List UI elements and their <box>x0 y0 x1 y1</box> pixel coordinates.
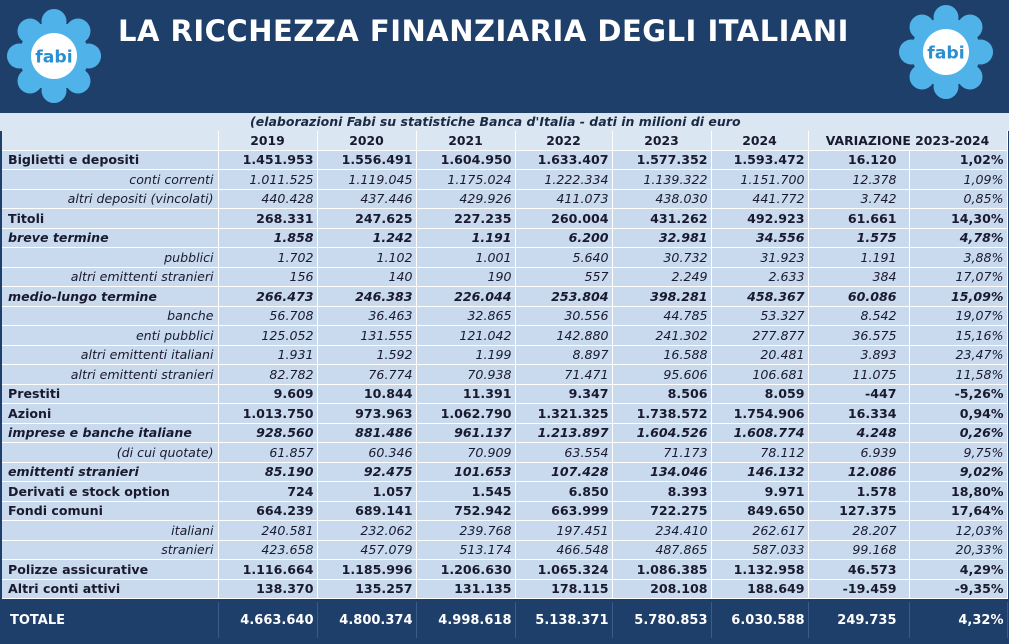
variation-pct-cell: 1,02% <box>909 150 1007 170</box>
total-cell: 4,32% <box>909 602 1007 638</box>
value-cell: 1.065.324 <box>515 560 612 580</box>
value-cell: 178.115 <box>515 579 612 599</box>
variation-pct-cell: 17,64% <box>909 501 1007 521</box>
value-cell: 121.042 <box>416 326 515 346</box>
value-cell: 1.191 <box>416 228 515 248</box>
variation-abs-cell: 3.742 <box>808 189 909 209</box>
value-cell: 125.052 <box>218 326 317 346</box>
value-cell: 253.804 <box>515 287 612 307</box>
value-cell: 587.033 <box>711 540 808 560</box>
variation-abs-cell: 4.248 <box>808 423 909 443</box>
value-cell: 101.653 <box>416 462 515 482</box>
value-cell: 429.926 <box>416 189 515 209</box>
value-cell: 1.321.325 <box>515 404 612 424</box>
variation-abs-cell: 99.168 <box>808 540 909 560</box>
value-cell: 1.222.334 <box>515 170 612 190</box>
value-cell: 95.606 <box>612 365 711 385</box>
value-cell: 557 <box>515 267 612 287</box>
value-cell: 398.281 <box>612 287 711 307</box>
variation-abs-cell: 16.334 <box>808 404 909 424</box>
total-cell: 6.030.588 <box>711 602 808 638</box>
variation-abs-cell: 12.086 <box>808 462 909 482</box>
table-row <box>2 228 1007 248</box>
fabi-logo-icon <box>898 4 994 100</box>
table-row <box>2 267 1007 287</box>
row-label: Polizze assicurative <box>2 560 218 580</box>
total-cell: 5.138.371 <box>515 602 612 638</box>
table-row <box>2 170 1007 190</box>
variation-pct-cell: 1,09% <box>909 170 1007 190</box>
value-cell: 928.560 <box>218 423 317 443</box>
row-label: Azioni <box>2 404 218 424</box>
header-cell-2019: 2019 <box>218 131 317 150</box>
variation-abs-cell: 384 <box>808 267 909 287</box>
header-banner <box>0 0 1009 112</box>
variation-pct-cell: 0,85% <box>909 189 1007 209</box>
value-cell: 246.383 <box>317 287 416 307</box>
row-label: altri emittenti italiani <box>2 345 218 365</box>
variation-pct-cell: 19,07% <box>909 306 1007 326</box>
value-cell: 241.302 <box>612 326 711 346</box>
value-cell: 440.428 <box>218 189 317 209</box>
table-row <box>2 345 1007 365</box>
value-cell: 266.473 <box>218 287 317 307</box>
value-cell: 1.151.700 <box>711 170 808 190</box>
row-label: Derivati e stock option <box>2 482 218 502</box>
variation-abs-cell: 61.661 <box>808 209 909 229</box>
value-cell: 961.137 <box>416 423 515 443</box>
value-cell: 411.073 <box>515 189 612 209</box>
table-row <box>2 521 1007 541</box>
value-cell: 1.086.385 <box>612 560 711 580</box>
svg-text:fabi: fabi <box>927 43 965 64</box>
value-cell: 1.057 <box>317 482 416 502</box>
value-cell: 134.046 <box>612 462 711 482</box>
value-cell: 53.327 <box>711 306 808 326</box>
variation-pct-cell: 18,80% <box>909 482 1007 502</box>
total-label: TOTALE <box>2 602 218 638</box>
table-row <box>2 404 1007 424</box>
value-cell: 20.481 <box>711 345 808 365</box>
variation-pct-cell: 4,78% <box>909 228 1007 248</box>
variation-pct-cell: 12,03% <box>909 521 1007 541</box>
value-cell: 31.923 <box>711 248 808 268</box>
variation-pct-cell: 11,58% <box>909 365 1007 385</box>
value-cell: 44.785 <box>612 306 711 326</box>
table-row <box>2 365 1007 385</box>
variation-abs-cell: 36.575 <box>808 326 909 346</box>
value-cell: 1.185.996 <box>317 560 416 580</box>
value-cell: 466.548 <box>515 540 612 560</box>
value-cell: 8.059 <box>711 384 808 404</box>
variation-pct-cell: 20,33% <box>909 540 1007 560</box>
value-cell: 277.877 <box>711 326 808 346</box>
value-cell: 6.200 <box>515 228 612 248</box>
value-cell: 1.545 <box>416 482 515 502</box>
value-cell: 9.971 <box>711 482 808 502</box>
value-cell: 1.931 <box>218 345 317 365</box>
svg-text:fabi: fabi <box>35 47 73 68</box>
variation-pct-cell: 9,75% <box>909 443 1007 463</box>
value-cell: 1.116.664 <box>218 560 317 580</box>
row-label: banche <box>2 306 218 326</box>
value-cell: 1.013.750 <box>218 404 317 424</box>
value-cell: 85.190 <box>218 462 317 482</box>
row-label: pubblici <box>2 248 218 268</box>
variation-abs-cell: 127.375 <box>808 501 909 521</box>
value-cell: 487.865 <box>612 540 711 560</box>
variation-abs-cell: -447 <box>808 384 909 404</box>
variation-pct-cell: 0,26% <box>909 423 1007 443</box>
table-row <box>2 579 1007 599</box>
value-cell: 142.880 <box>515 326 612 346</box>
value-cell: 138.370 <box>218 579 317 599</box>
table-row <box>2 306 1007 326</box>
value-cell: 156 <box>218 267 317 287</box>
table-row <box>2 189 1007 209</box>
value-cell: 70.938 <box>416 365 515 385</box>
value-cell: 16.588 <box>612 345 711 365</box>
value-cell: 262.617 <box>711 521 808 541</box>
header-cell-2023: 2023 <box>612 131 711 150</box>
variation-abs-cell: 11.075 <box>808 365 909 385</box>
value-cell: 190 <box>416 267 515 287</box>
value-cell: 56.708 <box>218 306 317 326</box>
wealth-table <box>2 131 1008 599</box>
value-cell: 82.782 <box>218 365 317 385</box>
value-cell: 6.850 <box>515 482 612 502</box>
row-label: enti pubblici <box>2 326 218 346</box>
value-cell: 9.609 <box>218 384 317 404</box>
header-cell-2024: 2024 <box>711 131 808 150</box>
value-cell: 752.942 <box>416 501 515 521</box>
variation-abs-cell: -19.459 <box>808 579 909 599</box>
header-cell-empty <box>2 131 218 150</box>
table-header-row <box>2 131 1007 150</box>
value-cell: 1.062.790 <box>416 404 515 424</box>
variation-abs-cell: 28.207 <box>808 521 909 541</box>
table-row <box>2 326 1007 346</box>
variation-abs-cell: 6.939 <box>808 443 909 463</box>
value-cell: 1.577.352 <box>612 150 711 170</box>
table-row <box>2 423 1007 443</box>
row-label: italiani <box>2 521 218 541</box>
variation-pct-cell: -9,35% <box>909 579 1007 599</box>
value-cell: 32.981 <box>612 228 711 248</box>
row-label: altri depositi (vincolati) <box>2 189 218 209</box>
table-row <box>2 482 1007 502</box>
variation-pct-cell: 15,09% <box>909 287 1007 307</box>
header-cell-2020: 2020 <box>317 131 416 150</box>
value-cell: 457.079 <box>317 540 416 560</box>
variation-abs-cell: 3.893 <box>808 345 909 365</box>
table-row <box>2 209 1007 229</box>
row-label: emittenti stranieri <box>2 462 218 482</box>
value-cell: 32.865 <box>416 306 515 326</box>
value-cell: 8.897 <box>515 345 612 365</box>
value-cell: 1.593.472 <box>711 150 808 170</box>
value-cell: 1.213.897 <box>515 423 612 443</box>
variation-pct-cell: 17,07% <box>909 267 1007 287</box>
table-row <box>2 501 1007 521</box>
value-cell: 260.004 <box>515 209 612 229</box>
variation-pct-cell: 4,29% <box>909 560 1007 580</box>
variation-pct-cell: 14,30% <box>909 209 1007 229</box>
value-cell: 107.428 <box>515 462 612 482</box>
value-cell: 1.858 <box>218 228 317 248</box>
value-cell: 2.633 <box>711 267 808 287</box>
value-cell: 438.030 <box>612 189 711 209</box>
variation-abs-cell: 1.578 <box>808 482 909 502</box>
value-cell: 146.132 <box>711 462 808 482</box>
value-cell: 437.446 <box>317 189 416 209</box>
total-cell: 4.998.618 <box>416 602 515 638</box>
value-cell: 188.649 <box>711 579 808 599</box>
value-cell: 8.393 <box>612 482 711 502</box>
row-label: altri emittenti stranieri <box>2 267 218 287</box>
value-cell: 849.650 <box>711 501 808 521</box>
value-cell: 2.249 <box>612 267 711 287</box>
value-cell: 1.754.906 <box>711 404 808 424</box>
value-cell: 1.633.407 <box>515 150 612 170</box>
total-bar <box>2 602 1007 638</box>
value-cell: 492.923 <box>711 209 808 229</box>
value-cell: 226.044 <box>416 287 515 307</box>
table-row <box>2 384 1007 404</box>
row-label: breve termine <box>2 228 218 248</box>
variation-pct-cell: 0,94% <box>909 404 1007 424</box>
variation-pct-cell: 9,02% <box>909 462 1007 482</box>
table-row <box>2 462 1007 482</box>
header-cell-2021: 2021 <box>416 131 515 150</box>
variation-pct-cell: 23,47% <box>909 345 1007 365</box>
row-label: Fondi comuni <box>2 501 218 521</box>
table-row <box>2 150 1007 170</box>
table-row <box>2 287 1007 307</box>
total-cell: 4.800.374 <box>317 602 416 638</box>
value-cell: 664.239 <box>218 501 317 521</box>
value-cell: 1.139.322 <box>612 170 711 190</box>
table-row <box>2 443 1007 463</box>
value-cell: 8.506 <box>612 384 711 404</box>
value-cell: 724 <box>218 482 317 502</box>
value-cell: 247.625 <box>317 209 416 229</box>
value-cell: 131.555 <box>317 326 416 346</box>
row-label: imprese e banche italiane <box>2 423 218 443</box>
variation-abs-cell: 8.542 <box>808 306 909 326</box>
value-cell: 36.463 <box>317 306 416 326</box>
value-cell: 234.410 <box>612 521 711 541</box>
value-cell: 1.206.630 <box>416 560 515 580</box>
variation-pct-cell: 3,88% <box>909 248 1007 268</box>
value-cell: 71.471 <box>515 365 612 385</box>
value-cell: 458.367 <box>711 287 808 307</box>
value-cell: 973.963 <box>317 404 416 424</box>
value-cell: 1.556.491 <box>317 150 416 170</box>
value-cell: 1.604.526 <box>612 423 711 443</box>
value-cell: 239.768 <box>416 521 515 541</box>
value-cell: 208.108 <box>612 579 711 599</box>
variation-abs-cell: 1.575 <box>808 228 909 248</box>
value-cell: 268.331 <box>218 209 317 229</box>
value-cell: 34.556 <box>711 228 808 248</box>
value-cell: 689.141 <box>317 501 416 521</box>
value-cell: 1.592 <box>317 345 416 365</box>
value-cell: 1.102 <box>317 248 416 268</box>
value-cell: 423.658 <box>218 540 317 560</box>
fabi-logo-icon <box>6 8 102 104</box>
value-cell: 106.681 <box>711 365 808 385</box>
value-cell: 1.702 <box>218 248 317 268</box>
value-cell: 10.844 <box>317 384 416 404</box>
row-label: altri emittenti stranieri <box>2 365 218 385</box>
value-cell: 63.554 <box>515 443 612 463</box>
value-cell: 1.132.958 <box>711 560 808 580</box>
total-cell: 5.780.853 <box>612 602 711 638</box>
variation-abs-cell: 46.573 <box>808 560 909 580</box>
subtitle-text: (elaborazioni Fabi su statistiche Banca d'Italia - dati in milioni di euro <box>250 114 741 129</box>
value-cell: 76.774 <box>317 365 416 385</box>
value-cell: 92.475 <box>317 462 416 482</box>
subtitle-bar <box>0 113 1009 131</box>
value-cell: 1.604.950 <box>416 150 515 170</box>
variation-abs-cell: 1.191 <box>808 248 909 268</box>
variation-pct-cell: 15,16% <box>909 326 1007 346</box>
value-cell: 135.257 <box>317 579 416 599</box>
value-cell: 60.346 <box>317 443 416 463</box>
value-cell: 1.119.045 <box>317 170 416 190</box>
row-label: Biglietti e depositi <box>2 150 218 170</box>
value-cell: 240.581 <box>218 521 317 541</box>
row-label: Titoli <box>2 209 218 229</box>
value-cell: 11.391 <box>416 384 515 404</box>
value-cell: 513.174 <box>416 540 515 560</box>
value-cell: 70.909 <box>416 443 515 463</box>
value-cell: 1.608.774 <box>711 423 808 443</box>
value-cell: 131.135 <box>416 579 515 599</box>
value-cell: 140 <box>317 267 416 287</box>
value-cell: 1.175.024 <box>416 170 515 190</box>
header-cell-variazione: VARIAZIONE 2023-2024 <box>808 131 1007 150</box>
total-row <box>2 602 1007 638</box>
total-cell: 4.663.640 <box>218 602 317 638</box>
table-row <box>2 540 1007 560</box>
total-table <box>2 602 1008 638</box>
table-row <box>2 248 1007 268</box>
row-label: Altri conti attivi <box>2 579 218 599</box>
value-cell: 663.999 <box>515 501 612 521</box>
value-cell: 441.772 <box>711 189 808 209</box>
value-cell: 1.451.953 <box>218 150 317 170</box>
value-cell: 1.199 <box>416 345 515 365</box>
variation-abs-cell: 12.378 <box>808 170 909 190</box>
value-cell: 1.738.572 <box>612 404 711 424</box>
variation-pct-cell: -5,26% <box>909 384 1007 404</box>
value-cell: 232.062 <box>317 521 416 541</box>
value-cell: 1.001 <box>416 248 515 268</box>
value-cell: 5.640 <box>515 248 612 268</box>
row-label: (di cui quotate) <box>2 443 218 463</box>
value-cell: 227.235 <box>416 209 515 229</box>
value-cell: 197.451 <box>515 521 612 541</box>
value-cell: 431.262 <box>612 209 711 229</box>
total-cell: 249.735 <box>808 602 909 638</box>
value-cell: 71.173 <box>612 443 711 463</box>
row-label: medio-lungo termine <box>2 287 218 307</box>
variation-abs-cell: 60.086 <box>808 287 909 307</box>
value-cell: 1.242 <box>317 228 416 248</box>
value-cell: 722.275 <box>612 501 711 521</box>
value-cell: 78.112 <box>711 443 808 463</box>
page-title: LA RICCHEZZA FINANZIARIA DEGLI ITALIANI <box>118 14 849 48</box>
row-label: stranieri <box>2 540 218 560</box>
row-label: conti correnti <box>2 170 218 190</box>
header-cell-2022: 2022 <box>515 131 612 150</box>
variation-abs-cell: 16.120 <box>808 150 909 170</box>
value-cell: 9.347 <box>515 384 612 404</box>
value-cell: 61.857 <box>218 443 317 463</box>
table-row <box>2 560 1007 580</box>
value-cell: 30.556 <box>515 306 612 326</box>
value-cell: 881.486 <box>317 423 416 443</box>
value-cell: 1.011.525 <box>218 170 317 190</box>
row-label: Prestiti <box>2 384 218 404</box>
value-cell: 30.732 <box>612 248 711 268</box>
